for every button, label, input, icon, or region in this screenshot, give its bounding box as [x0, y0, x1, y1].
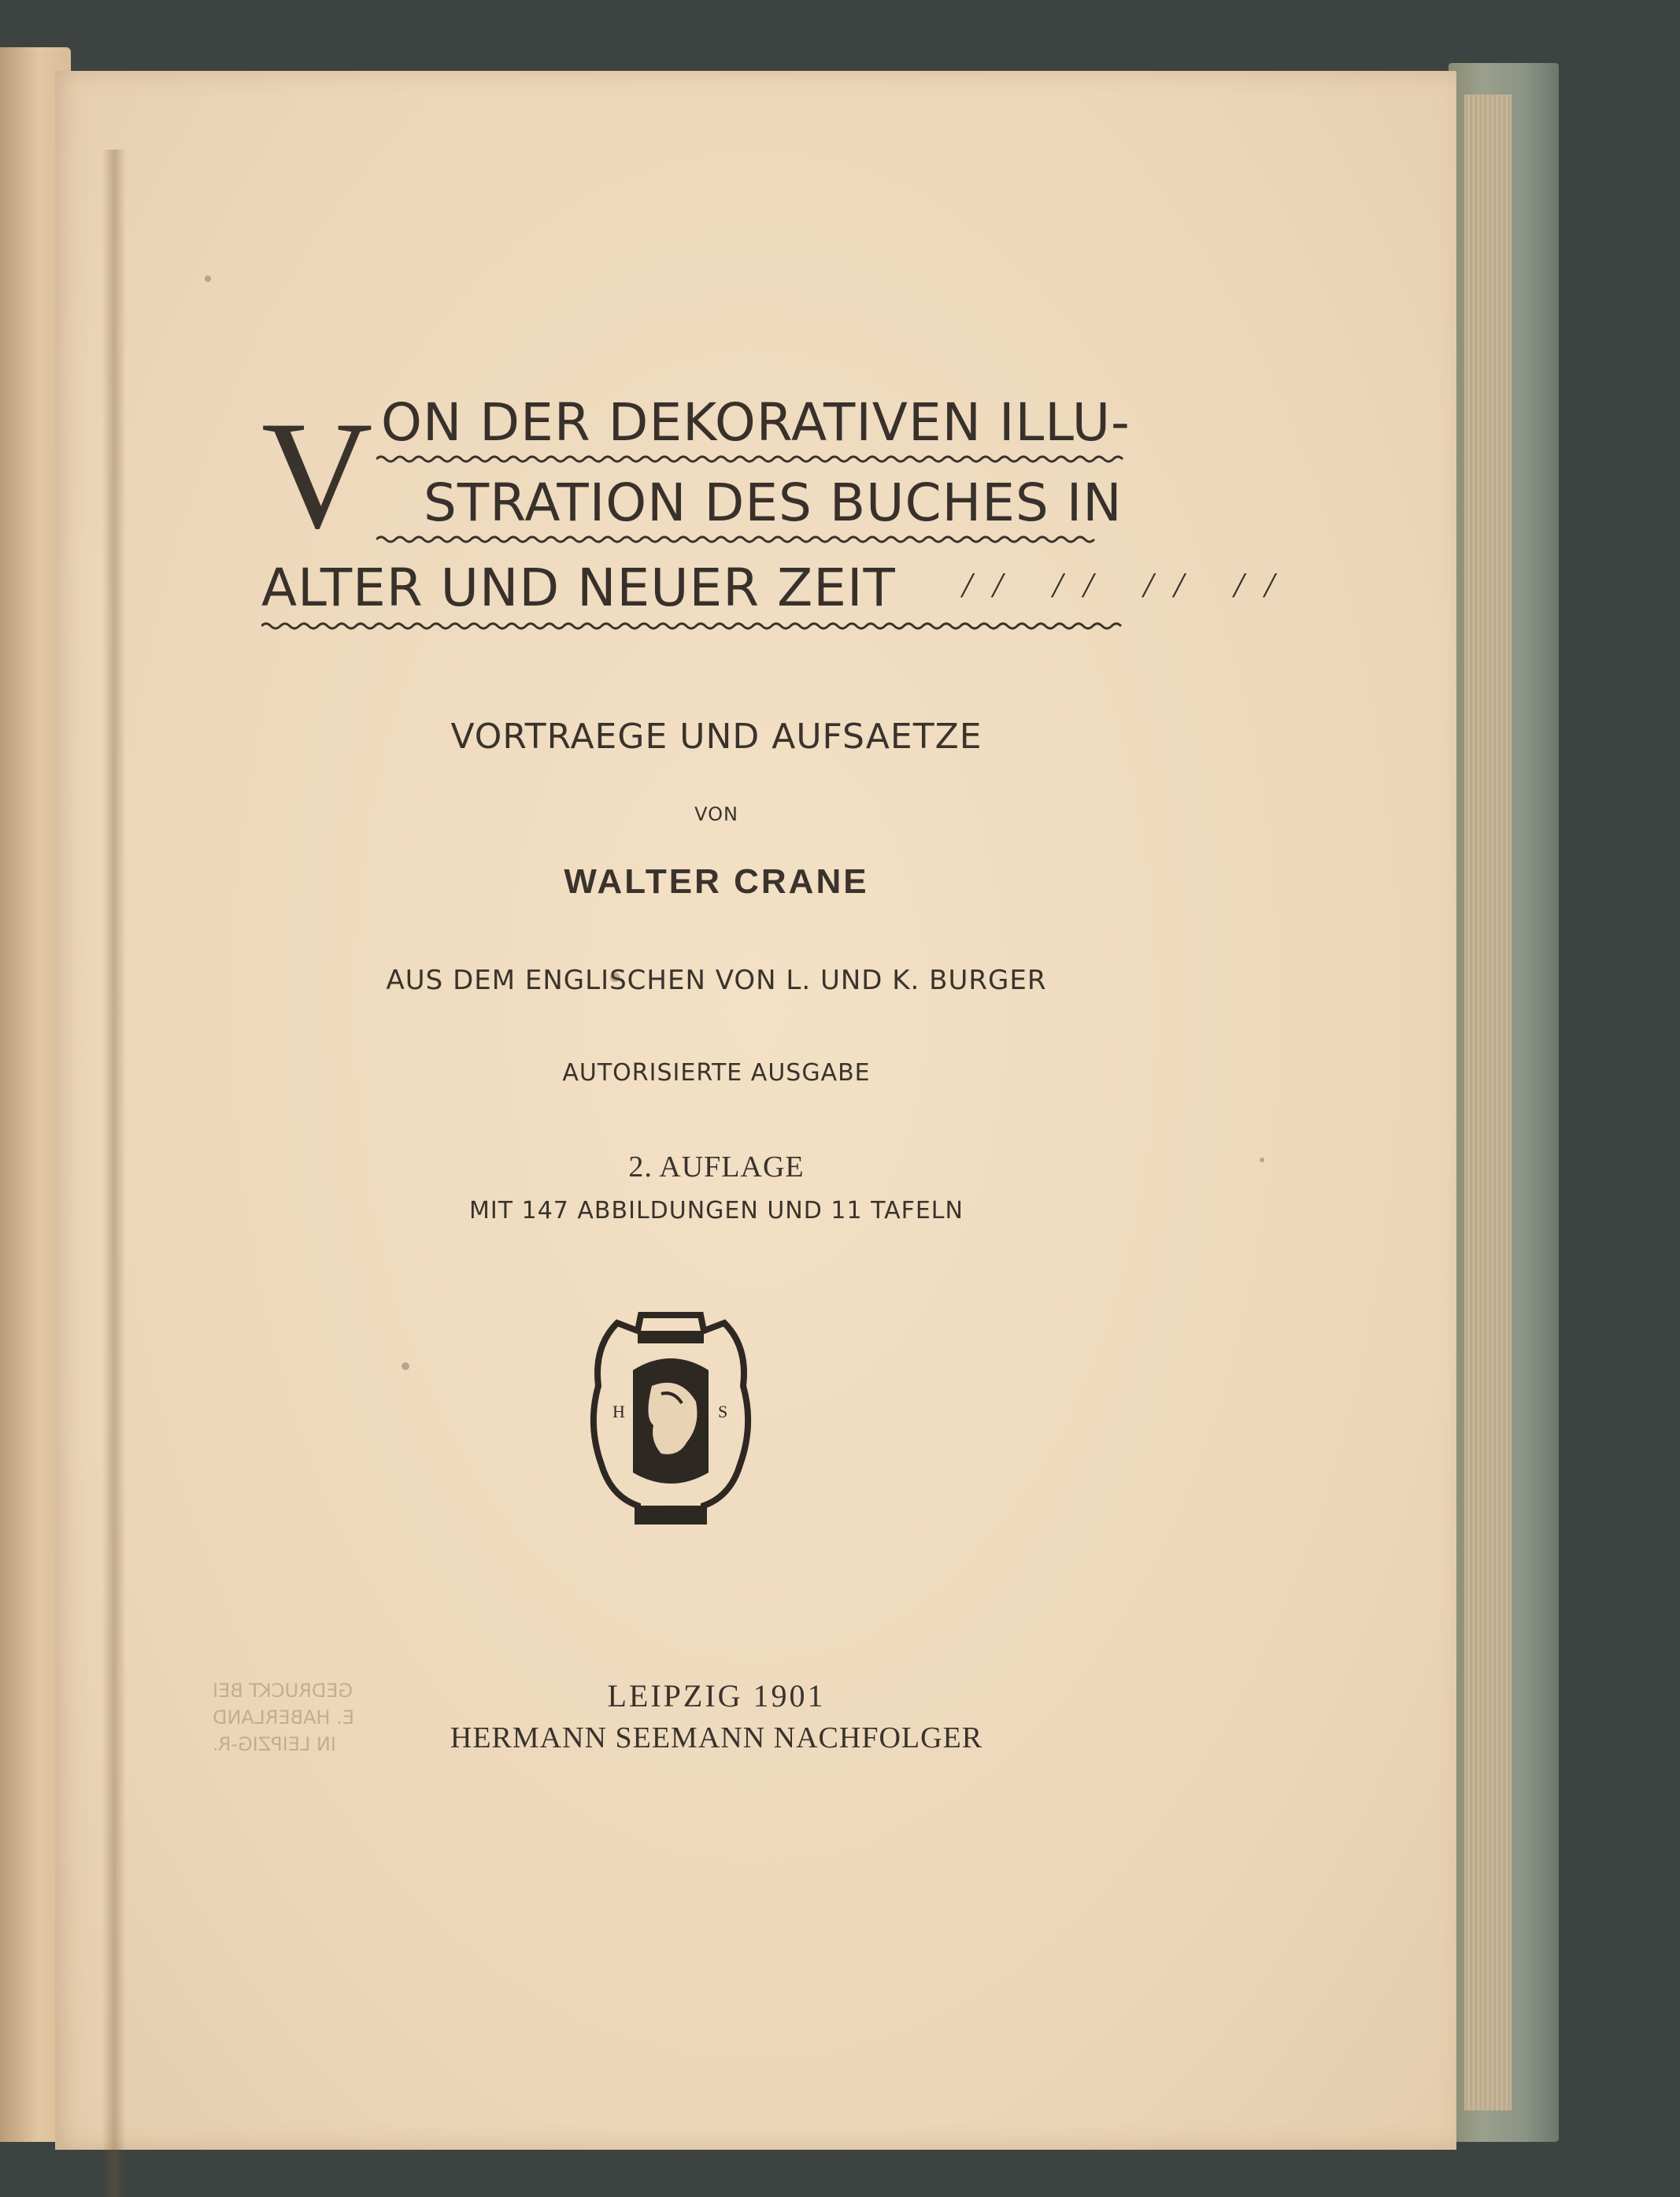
stamp-line: IN LEIPZIG-R.	[213, 1733, 336, 1755]
title-line-3: ALTER UND NEUER ZEIT	[261, 558, 896, 618]
paper-speck	[401, 1362, 409, 1370]
subtitle: VORTRAEGE UND AUFSAETZE	[450, 717, 982, 757]
title-page	[55, 71, 1456, 2150]
paper-speck	[205, 276, 211, 282]
title-line-1: ON DER DEKORATIVEN ILLU-	[381, 392, 1130, 453]
author-name: WALTER CRANE	[564, 862, 869, 901]
paper-speck	[1260, 1158, 1264, 1162]
stamp-line: E. HABERLAND	[213, 1706, 354, 1728]
translator-credit: AUS DEM ENGLISCHEN VON L. UND K. BURGER	[386, 965, 1047, 996]
stamp-line: GEDRUCKT BEI	[213, 1680, 353, 1702]
emblem-letter-right: S	[718, 1402, 728, 1421]
edition-number: 2. AUFLAGE	[628, 1150, 805, 1184]
title-underline-ornament	[376, 454, 1171, 465]
paper-speck	[610, 973, 620, 982]
by-label: VON	[694, 803, 738, 825]
book-title	[261, 386, 1295, 654]
title-ornament-slashes: // // // //	[962, 565, 1295, 605]
title-underline-ornament	[376, 534, 1171, 545]
title-underline-ornament	[261, 621, 1171, 632]
edition-note: AUTORISIERTE AUSGABE	[562, 1059, 871, 1087]
title-line-2: STRATION DES BUCHES IN	[424, 472, 1123, 533]
title-drop-cap: V	[261, 390, 373, 561]
publisher-emblem-icon	[586, 1299, 756, 1536]
publisher-name: HERMANN SEEMANN NACHFOLGER	[450, 1721, 983, 1754]
illustrations-count: MIT 147 ABBILDUNGEN UND 11 TAFELN	[469, 1197, 964, 1224]
page-edges	[1464, 94, 1512, 2110]
emblem-letter-left: H	[612, 1402, 625, 1421]
imprint-place-year: LEIPZIG 1901	[607, 1678, 826, 1714]
